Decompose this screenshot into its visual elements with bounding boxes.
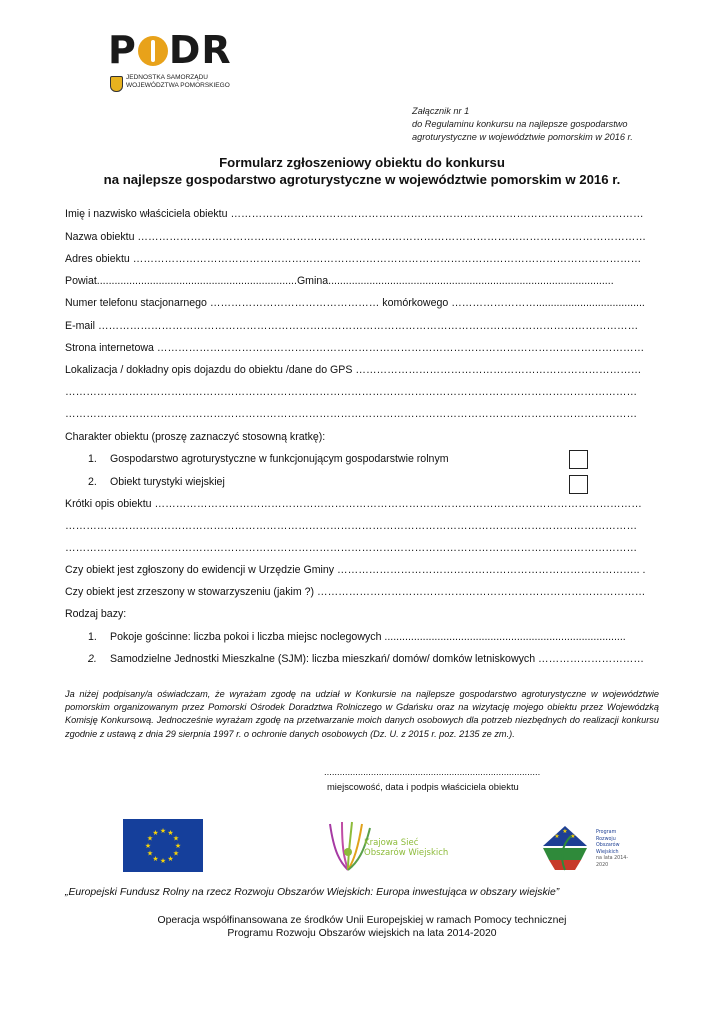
attachment-line1: Załącznik nr 1 [412,106,470,116]
short-description-line3[interactable]: ……………………………………………………………………………………………………………………………………………… [65,542,638,554]
svg-text:★: ★ [562,828,568,835]
podr-logo-text [108,28,232,72]
object-name-field[interactable]: Nazwa obiektu ……………………………………………………………………………………………………………………………… [65,231,646,243]
svg-text:★: ★ [144,842,152,850]
ksow-text-line2: Obszarów Wiejskich [364,848,449,858]
logo-subtitle [126,74,230,90]
option1-checkbox[interactable] [569,450,588,469]
option1-label: Gospodarstwo agroturystyczne w funkcjonującym gospodarstwie rolnym [110,453,449,465]
address-field[interactable]: Adres obiektu ……………………………………………………………………………………………………………………………… [65,253,642,265]
signature-label: miejscowość, data i podpis właściciela obiektu [327,781,519,792]
location-field[interactable]: Lokalizacja / dokładny opis dojazdu do obiektu /dane do GPS ……………………………………………………………………… [65,364,642,376]
prow-text-2: Rozwoju [596,836,616,842]
attachment-line3: agroturystyczne w województwie pomorskim w 2016 r. [412,132,633,142]
svg-text:★: ★ [167,855,174,863]
eu-stars-icon [123,819,203,872]
option1-number: 1. [88,453,97,465]
form-title-line2: na najlepsze gospodarstwo agroturystyczne w województwie pomorskim w 2016 r. [103,172,621,187]
signature-dots[interactable]: ................................................................................... [324,766,541,777]
cofinancing-line1: Operacja współfinansowana ze środków Unii Europejskiej w ramach Pomocy technicznej [157,915,567,926]
registered-field[interactable]: Czy obiekt jest zgłoszony do ewidencji w Urzędzie Gminy ………………………………………………………………………….. . [65,564,646,576]
svg-text:★: ★ [146,834,154,843]
ksow-text [364,838,448,858]
base2-number: 2. [88,653,97,665]
logo-letter-p: P [108,28,137,72]
location-line2[interactable]: ……………………………………………………………………………………………………………………………………………… [65,386,638,398]
svg-text:★: ★ [554,833,560,840]
svg-text:★: ★ [172,849,180,858]
county-field[interactable]: Powiat....................................................................Gmina................................................................................................. [65,275,614,287]
svg-text:★: ★ [167,829,174,837]
option2-label: Obiekt turystyki wiejskiej [110,476,225,488]
phone-field[interactable]: Numer telefonu stacjonarnego ………………………………………… komórkowego ……………………..................................... [65,297,645,309]
prow-text-3: Obszarów [596,843,620,848]
eafrd-slogan: „Europejski Fundusz Rolny na rzecz Rozwoju Obszarów Wiejskich: Europa inwestująca w obszary wiejskie” [65,887,560,898]
logo-letters-dr: DR [168,28,232,72]
crest-icon [110,76,123,92]
form-title [0,154,724,188]
podr-logo [108,28,232,72]
option2-checkbox[interactable] [569,475,588,494]
eu-flag-icon [123,819,203,872]
base1-field[interactable]: Pokoje gościnne: liczba pokoi i liczba miejsc noclegowych .................................................................................. [110,631,626,643]
svg-text:★: ★ [146,849,154,858]
ksow-text-line1: Krajowa Sieć [364,838,419,848]
prow-text-1: Program [596,830,617,835]
cofinancing-line2: Programu Rozwoju Obszarów wiejskich na lata 2014-2020 [227,928,497,939]
ksow-logo [318,818,468,874]
svg-text:★: ★ [152,855,159,863]
logo-subtitle-line2: WOJEWÓDZTWA POMORSKIEGO [126,82,230,89]
attachment-line2: do Regulaminu konkursu na najlepsze gospodarstwo [412,119,628,129]
attachment-note [412,105,633,144]
association-field[interactable]: Czy obiekt jest zrzeszony w stowarzyszeniu (jakim ?) ………………………………………………………………………………… [65,586,646,598]
website-field[interactable]: Strona internetowa ………………………………………………………………………………………………………………………… [65,342,645,354]
svg-text:★: ★ [172,834,180,843]
prow-text-5: na lata 2014-2020 [596,856,629,868]
logo-subtitle-line1: JEDNOSTKA SAMORZĄDU [126,74,208,81]
svg-text:★: ★ [570,833,576,840]
base1-number: 1. [88,631,97,643]
base-type-label: Rodzaj bazy: [65,608,127,620]
declaration-text: Ja niżej podpisany/a oświadczam, że wyrażam zgodę na udział w Konkursie na najlepsze gospodarstwo agroturystyczne w województwie pomorskim organizowanym przez Pomorski Ośrodek Doradztwa Rolniczego w Gdańsku oraz na wizytację mojego obiektu przez Wojewódzką Komisję Konkursową. Jednocześnie wyrażam zgodę na przetwarzanie moich danych osobowych dla potrzeb niezbędnych do realizacji konkursu zgodnie z ustawą z dnia 29 sierpnia 1997 r. o ochronie danych osobowych (Dz. U. z 2015 r. poz. 2135 ze zm.). [65,689,659,739]
prow-text [596,830,635,869]
short-description-field[interactable]: Krótki opis obiektu ………………………………………………………………………………………………………………………… [65,498,642,510]
svg-text:★: ★ [159,857,167,865]
location-line3[interactable]: ……………………………………………………………………………………………………………………………………………… [65,408,638,420]
svg-text:★: ★ [159,827,167,835]
wheat-icon [138,36,168,66]
prow-logo [535,816,635,874]
form-title-line1: Formularz zgłoszeniowy obiektu do konkursu [219,155,505,170]
cofinancing-note [0,914,724,940]
option2-number: 2. [88,476,97,488]
svg-text:★: ★ [152,829,159,837]
short-description-line2[interactable]: ……………………………………………………………………………………………………………………………………………… [65,520,638,532]
base2-field[interactable]: Samodzielne Jednostki Mieszkalne (SJM): liczba mieszkań/ domów/ domków letniskowych ………………………… [110,653,644,665]
svg-text:★: ★ [174,842,182,850]
prow-text-4: Wiejskich [596,849,619,855]
character-label: Charakter obiektu (proszę zaznaczyć stosowną kratkę): [65,431,326,443]
email-field[interactable]: E-mail ……………………………………………………………………………………………………………………………………… [65,320,639,332]
prow-emblem-icon [535,816,595,874]
owner-field[interactable]: Imię i nazwisko właściciela obiektu ……………………………………………………………………………………………………… [65,208,644,220]
